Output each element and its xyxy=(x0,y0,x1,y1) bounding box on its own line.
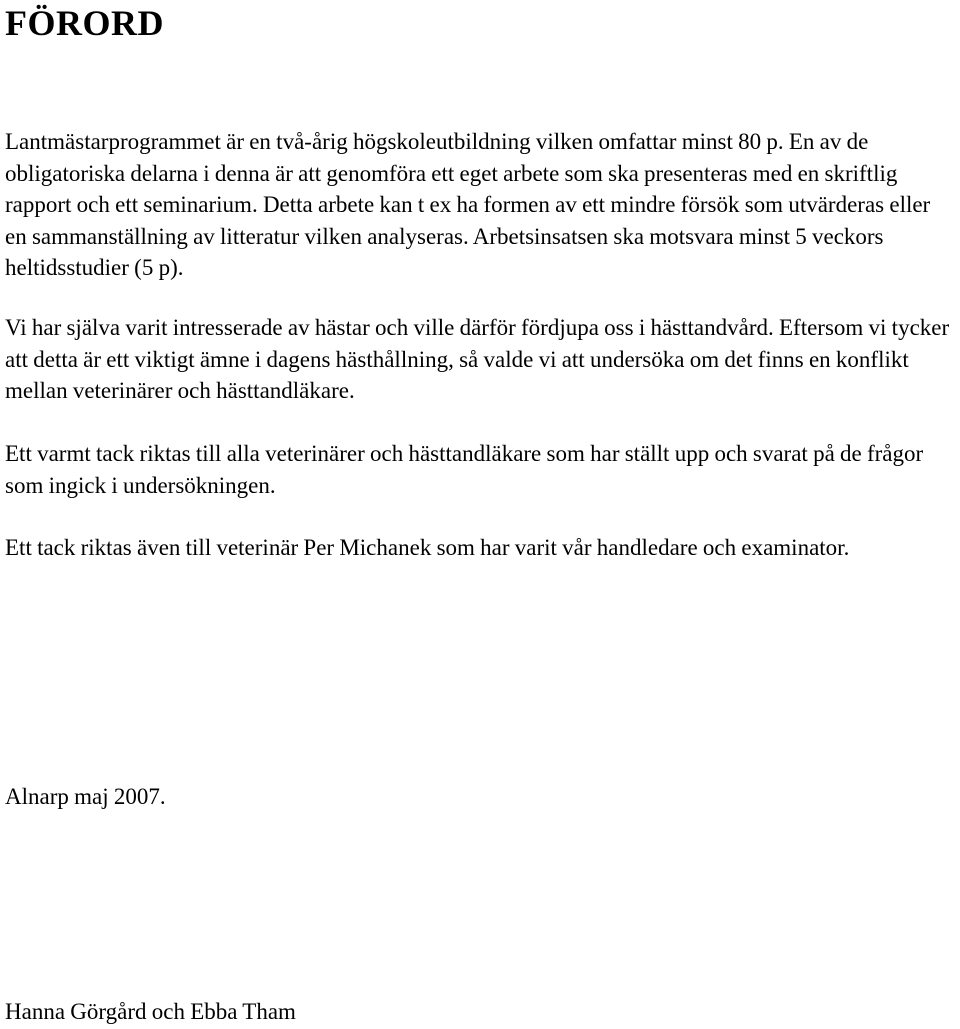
paragraph-thanks-respondents: Ett varmt tack riktas till alla veterinärer och hästtandläkare som har ställt upp och svarat på de frågor som ingick i undersökningen. xyxy=(5,441,924,498)
place-and-date: Alnarp maj 2007. xyxy=(5,784,166,809)
author-names: Hanna Görgård och Ebba Tham xyxy=(5,999,296,1024)
paragraph-thanks-supervisor: Ett tack riktas även till veterinär Per Michanek som har varit vår handledare och examinator. xyxy=(5,535,850,560)
paragraph-motivation: Vi har själva varit intresserade av hästar och ville därför fördjupa oss i hästtandvård. Eftersom vi tycker att detta är ett viktigt ämne i dagens hästhållning, så valde vi att undersöka om det finns en konflikt mellan veterinärer och hästtandläkare. xyxy=(5,315,950,403)
paragraph-program-description: Lantmästarprogrammet är en två-årig högskoleutbildning vilken omfattar minst 80 p. En av de obligatoriska delarna i denna är att genomföra ett eget arbete som ska presenteras med en skriftlig rapport och ett seminarium. Detta arbete kan t ex ha formen av ett mindre försök som utvärderas eller en sammanställning av litteratur vilken analyseras. Arbetsinsatsen ska motsvara minst 5 veckors heltidsstudier (5 p). xyxy=(5,129,931,280)
page-title: FÖRORD xyxy=(5,3,164,43)
